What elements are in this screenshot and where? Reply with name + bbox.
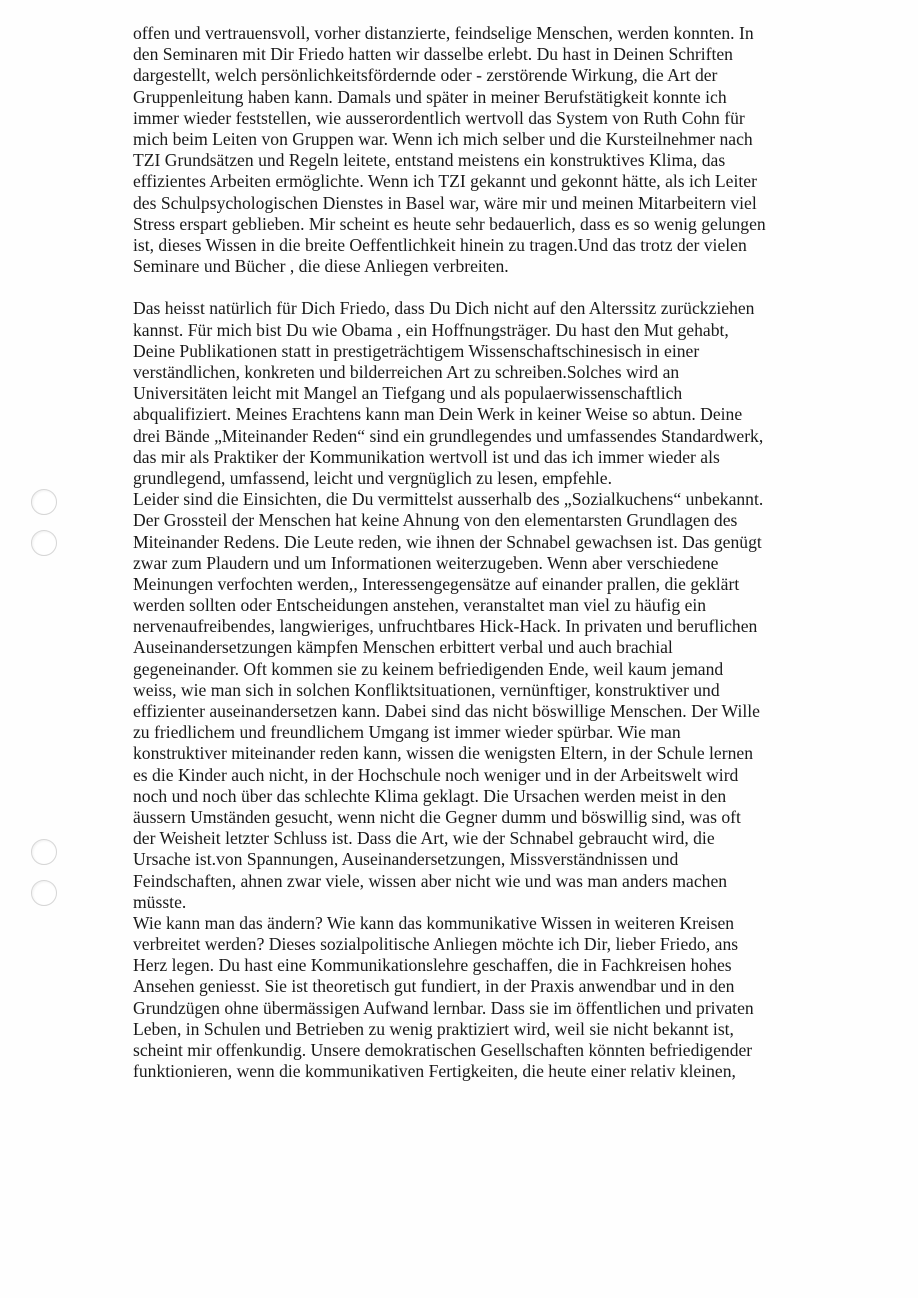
- text-line: den Seminaren mit Dir Friedo hatten wir dasselbe erlebt. Du hast in Deinen Schriften: [133, 44, 733, 65]
- text-line: ist, dieses Wissen in die breite Oeffentlichkeit hinein zu tragen.Und das trotz der vielen: [133, 234, 747, 255]
- text-line: Herz legen. Du hast eine Kommunikationslehre geschaffen, die in Fachkreisen hohes: [133, 955, 732, 976]
- text-line: Deine Publikationen statt in prestigeträchtigem Wissenschaftschinesisch in einer: [133, 340, 700, 361]
- paragraph-spacer: [133, 277, 793, 298]
- text-line: grundlegend, umfassend, leicht und vergnüglich zu lesen, empfehle.: [133, 467, 612, 488]
- text-line: Das heisst natürlich für Dich Friedo, dass Du Dich nicht auf den Alterssitz zurückziehen: [133, 298, 755, 319]
- text-line: effizientes Arbeiten ermöglichte. Wenn ich TZI gekannt und gekonnt hätte, als ich Leiter: [133, 171, 757, 192]
- text-line: TZI Grundsätzen und Regeln leitete, entstand meistens ein konstruktives Klima, das: [133, 150, 726, 171]
- text-line: Leider sind die Einsichten, die Du vermittelst ausserhalb des „Sozialkuchens“ unbekannt.: [133, 489, 764, 510]
- punch-hole: [31, 880, 57, 906]
- punch-hole: [31, 489, 57, 515]
- text-line: drei Bände „Miteinander Reden“ sind ein grundlegendes und umfassendes Standardwerk,: [133, 425, 764, 446]
- text-line: offen und vertrauensvoll, vorher distanzierte, feindselige Menschen, werden konnten. In: [133, 23, 754, 43]
- text-line: noch und noch über das schlechte Klima geklagt. Die Ursachen werden meist in den: [133, 785, 727, 806]
- text-line: äussern Umständen gesucht, wenn nicht die Gegner dumm und böswillig sind, was oft: [133, 806, 741, 827]
- text-line: Gruppenleitung haben kann. Damals und später in meiner Berufstätigkeit konnte ich: [133, 86, 727, 107]
- letter-body: [133, 23, 793, 1082]
- text-line: Feindschaften, ahnen zwar viele, wissen aber nicht wie und was man anders machen: [133, 870, 728, 891]
- text-line: gegeneinander. Oft kommen sie zu keinem befriedigenden Ende, weil kaum jemand: [133, 658, 724, 679]
- text-line: werden sollten oder Entscheidungen anstehen, veranstaltet man viel zu häufig ein: [133, 595, 707, 616]
- text-line: scheint mir offenkundig. Unsere demokratischen Gesellschaften könnten befriedigender: [133, 1040, 753, 1060]
- text-line: konstruktiver miteinander reden kann, wissen die wenigsten Eltern, in der Schule lernen: [133, 743, 753, 764]
- text-line: Ursache ist.von Spannungen, Auseinandersetzungen, Missverständnissen und: [133, 849, 679, 870]
- text-line: der Weisheit letzter Schluss ist. Dass die Art, wie der Schnabel gebraucht wird, die: [133, 828, 715, 849]
- text-line: verbreitet werden? Dieses sozialpolitische Anliegen möchte ich Dir, lieber Friedo, ans: [133, 934, 739, 955]
- text-line: Grundzügen ohne übermässigen Aufwand lernbar. Dass sie im öffentlichen und privaten: [133, 997, 754, 1018]
- text-line: Leben, in Schulen und Betrieben zu wenig praktiziert wird, weil sie nicht bekannt ist,: [133, 1018, 734, 1039]
- text-line: effizienter auseinandersetzen kann. Dabei sind das nicht böswillige Menschen. Der Wille: [133, 701, 760, 721]
- text-line: funktionieren, wenn die kommunikativen Fertigkeiten, die heute einer relativ kleinen,: [133, 1061, 736, 1082]
- text-line: Wie kann man das ändern? Wie kann das kommunikative Wissen in weiteren Kreisen: [133, 912, 735, 933]
- text-line: Der Grossteil der Menschen hat keine Ahnung von den elementarsten Grundlagen des: [133, 510, 738, 531]
- punch-hole: [31, 530, 57, 556]
- text-line: dargestellt, welch persönlichkeitsfördernde oder - zerstörende Wirkung, die Art der: [133, 65, 718, 86]
- punch-hole: [31, 839, 57, 865]
- text-line: Ansehen geniesst. Sie ist theoretisch gut fundiert, in der Praxis anwendbar und in den: [133, 976, 735, 997]
- text-line: Miteinander Redens. Die Leute reden, wie ihnen der Schnabel gewachsen ist. Das genügt: [133, 531, 762, 552]
- text-line: weiss, wie man sich in solchen Konfliktsituationen, vernünftiger, konstruktiver und: [133, 679, 720, 700]
- text-line: das mir als Praktiker der Kommunikation wertvoll ist und das ich immer wieder als: [133, 446, 720, 467]
- text-line: mich beim Leiten von Gruppen war. Wenn ich mich selber und die Kursteilnehmer nach: [133, 128, 753, 149]
- text-line: verständlichen, konkreten und bilderreichen Art zu schreiben.Solches wird an: [133, 362, 680, 382]
- text-line: Seminare und Bücher , die diese Anliegen verbreiten.: [133, 256, 509, 277]
- text-line: zwar zum Plaudern und um Informationen weiterzugeben. Wenn aber verschiedene: [133, 552, 719, 573]
- text-line: kannst. Für mich bist Du wie Obama , ein Hoffnungsträger. Du hast den Mut gehabt,: [133, 319, 729, 340]
- text-line: Stress erspart geblieben. Mir scheint es heute sehr bedauerlich, dass es so wenig gelungen: [133, 213, 766, 234]
- text-line: abqualifiziert. Meines Erachtens kann man Dein Werk in keiner Weise so abtun. Deine: [133, 404, 743, 425]
- text-line: des Schulpsychologischen Dienstes in Basel war, wäre mir und meinen Mitarbeitern viel: [133, 192, 757, 213]
- text-line: nervenaufreibendes, langwieriges, unfruchtbares Hick-Hack. In privaten und beruflichen: [133, 616, 758, 637]
- text-line: Auseinandersetzungen kämpfen Menschen erbittert verbal und auch brachial: [133, 637, 673, 658]
- text-line: zu friedlichem und freundlichem Umgang ist immer wieder spürbar. Wie man: [133, 722, 681, 743]
- text-line: müsste.: [133, 891, 187, 912]
- text-line: Meinungen verfochten werden,, Interessengegensätze auf einander prallen, die geklärt: [133, 573, 740, 594]
- text-line: es die Kinder auch nicht, in der Hochschule noch weniger und in der Arbeitswelt wird: [133, 764, 739, 785]
- text-line: immer wieder feststellen, wie ausserordentlich wertvoll das System von Ruth Cohn für: [133, 107, 745, 128]
- text-line: Universitäten leicht mit Mangel an Tiefgang und als populaerwissenschaftlich: [133, 383, 683, 404]
